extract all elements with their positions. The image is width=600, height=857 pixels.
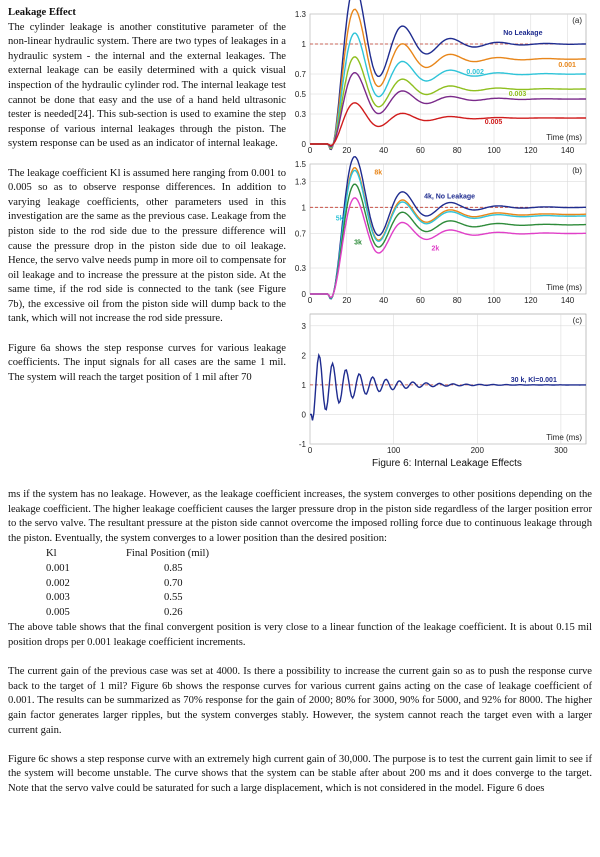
figure-caption: Figure 6: Internal Leakage Effects [372, 458, 522, 469]
table-header-row [46, 547, 209, 562]
left-column [8, 6, 286, 385]
x-tick-label: 100 [487, 146, 501, 155]
paragraph-6: The current gain of the previous case was set at 4000. Is there a possibility to increase the current gain so as to push the response curve back to the target of 1 mil? Figure 6b shows the response curves for various current gains acting on the case of leakage coefficient of 0.001. The results can be summarized as 70% response for the gain of 2000; 80% for 3000, 90% for 5000, and 92% for 8000. The higher gain factor generates larger ripples, but the system converges stably. However, the system cannot reach the target even with a larger current gain. [8, 666, 592, 736]
paragraph-5: The above table shows that the final convergent position is very close to a linear function of the leakage coefficient. It is about 0.15 mil position drops per 0.001 leakage coefficient increments. [8, 622, 592, 648]
y-tick-label: 1.5 [294, 160, 306, 169]
x-tick-label: 0 [307, 146, 313, 155]
table-cell: 0.002 [46, 577, 70, 589]
series-label: 8k [374, 169, 383, 177]
x-tick-label: 80 [452, 296, 462, 305]
series-label: 30 k, Kl=0.001 [510, 376, 557, 384]
x-axis-label: Time (ms) [546, 283, 582, 292]
series-label: 5k [335, 215, 344, 223]
series-label: 3k [354, 239, 362, 247]
plot-frame [310, 164, 586, 294]
x-axis-label: Time (ms) [546, 433, 582, 442]
x-tick-label: 100 [487, 296, 501, 305]
y-tick-label: 0 [301, 410, 306, 420]
table-header-kl: Kl [46, 548, 57, 560]
plot-frame [310, 14, 586, 144]
table-cell: 0.55 [164, 592, 183, 604]
y-tick-label: 1 [301, 203, 306, 213]
y-tick-label: 0.3 [294, 110, 306, 119]
y-tick-label: 0 [301, 290, 306, 299]
paragraph-3: Figure 6a shows the step response curves for various leakage coefficients. The input signals for all cases are the same 1 mil. The system will reach the target position of 1 mil after 70 [8, 342, 286, 383]
table-cell: 0.003 [46, 592, 70, 604]
figure-6b-chart [290, 156, 590, 306]
x-tick-label: 60 [415, 146, 425, 155]
x-tick-label: 120 [524, 296, 538, 305]
chart-svg [290, 156, 590, 306]
y-tick-label: 0.7 [294, 70, 306, 79]
panel-label: (a) [572, 16, 582, 25]
x-tick-label: 120 [524, 146, 538, 155]
table-cell: 0.001 [46, 562, 70, 574]
x-tick-label: 100 [386, 446, 401, 455]
series-label: 0.001 [558, 62, 576, 69]
x-tick-label: 60 [415, 296, 425, 305]
panel-label: (c) [572, 316, 582, 325]
series-label: 0.003 [508, 91, 527, 98]
paragraph-7: Figure 6c shows a step response curve with an extremely high current gain of 30,000. The purpose is to test the current gain limit to see if the system will become unstable. The curve shows that the system can be stable after about 200 ms and it does converge to the target. Note that the servo valve could be saturated for such a large displacement, which is not considered in the model. Figure 6 does [8, 753, 592, 794]
series-label: No Leakage [503, 30, 543, 37]
x-tick-label: 140 [560, 296, 575, 305]
table-cell: 0.85 [164, 562, 183, 574]
table-cell: 0.70 [164, 577, 183, 589]
series-label: 2k [431, 245, 440, 253]
series-label: 0.002 [466, 69, 484, 76]
leakage-table [46, 547, 209, 620]
y-tick-label: 1.3 [294, 10, 306, 19]
x-tick-label: 0 [307, 446, 313, 455]
y-tick-label: -1 [298, 440, 306, 449]
y-tick-label: 1 [301, 380, 306, 390]
full-width-text [8, 488, 592, 796]
section-title: Leakage Effect [8, 7, 76, 18]
y-tick-label: 0.5 [294, 90, 306, 99]
y-tick-label: 0 [301, 140, 306, 149]
x-tick-label: 80 [452, 146, 462, 155]
x-tick-label: 0 [307, 296, 313, 305]
x-axis-label: Time (ms) [546, 133, 582, 142]
x-tick-label: 20 [342, 146, 352, 155]
chart-svg [290, 6, 590, 156]
table-cell: 0.26 [164, 606, 183, 618]
table-row [46, 562, 209, 577]
paragraph-4: ms if the system has no leakage. However, as the leakage coefficient increases, the system converges to other positions depending on the leakage coefficient. The higher leakage coefficient causes the larger pressure drop in the piston side regardless of the larger position error to the servo valve. The resultant pressure at the piston side cannot overcome the imposed rolling force due to continuous leakage through the piston. Eventually, the system converges to a lower position than the desired position: [8, 489, 592, 544]
y-tick-label: 2 [301, 351, 306, 361]
x-tick-label: 300 [554, 446, 568, 455]
figure-6a-chart [290, 6, 590, 156]
x-tick-label: 200 [470, 446, 484, 455]
table-row [46, 577, 209, 592]
table-row [46, 591, 209, 606]
x-tick-label: 40 [379, 146, 389, 155]
x-tick-label: 40 [379, 296, 389, 305]
figure-6c-chart [290, 306, 590, 456]
y-tick-label: 0.7 [294, 229, 306, 239]
series-label: 4k, No Leakage [424, 193, 476, 201]
chart-svg [290, 306, 590, 456]
table-row [46, 606, 209, 621]
paragraph-1: The cylinder leakage is another constitutive parameter of the non-linear hydraulic system. There are two types of leakages in a hydraulic system - the internal and the external leakages. The external leakage can be easily determined with a quick visual inspection of the hydraulic cylinder rod. The internal leakage test cannot be done that easy and the use of a hand held ultrasonic tester is needed[24]. This sub-section is used to examine the step response of various internal leakages through the piston. The system response can be used as an indicator of internal leakage. [8, 21, 286, 150]
panel-label: (b) [572, 166, 582, 175]
x-tick-label: 140 [560, 146, 575, 155]
y-tick-label: 0.3 [294, 264, 306, 273]
series-label: 0.005 [484, 119, 503, 126]
table-cell: 0.005 [46, 606, 70, 618]
y-tick-label: 1.3 [294, 177, 306, 187]
y-tick-label: 1 [301, 40, 306, 49]
y-tick-label: 3 [301, 321, 306, 331]
x-tick-label: 20 [342, 296, 352, 305]
paragraph-2: The leakage coefficient Kl is assumed here ranging from 0.001 to 0.005 so as to observe response differences. In addition to varying leakage coefficients, other parameters used in this investigation are the same as the previous case. Leakage from the piston side to the rod side due to the pressure difference will cause the pressure drop in the piston side due to oil leakage. Hence, the servo valve needs pump in more oil to compensate for oil leakage and to increase the pressure at the piston side. At the same time, if the rod side is connected to the tank (see Figure 7b), the excessive oil from the piston side will dump back to the tank, which will not increase the rod side pressure. [8, 167, 286, 325]
table-header-final-position: Final Position (mil) [126, 548, 209, 560]
